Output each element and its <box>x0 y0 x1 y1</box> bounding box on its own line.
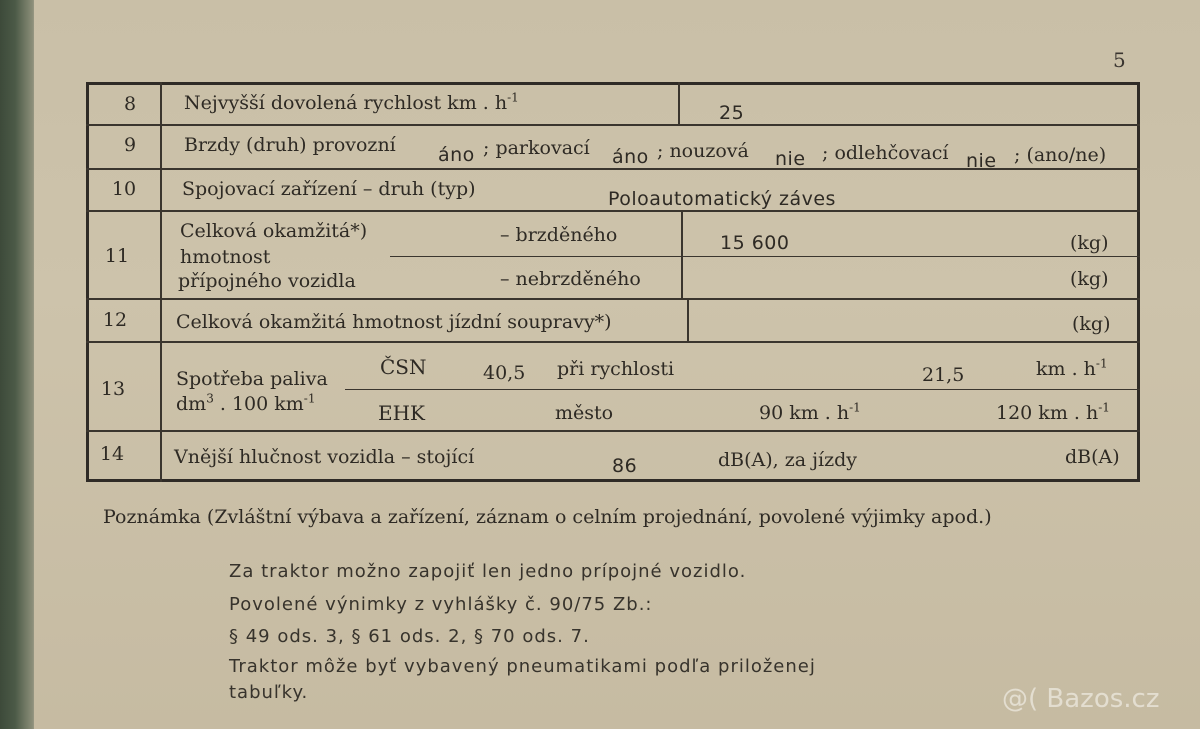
speed-unit <box>1036 358 1108 380</box>
max-speed-label: Nejvyšší dovolená rychlost km . h <box>184 92 508 114</box>
fuel-unit-dm: dm <box>176 393 207 415</box>
unit-superscript: -1 <box>849 400 861 415</box>
watermark: @( Bazos.cz <box>1002 684 1160 714</box>
row-subdivider <box>345 389 1140 390</box>
note-heading: Poznámka (Zvláštní výbava a zařízení, záznam o celním projednání, povolené výjimky apod.) <box>103 506 992 528</box>
row-number: 14 <box>99 443 125 465</box>
trailer-weight-label-1: Celková okamžitá*) <box>180 220 368 242</box>
city-label: město <box>555 402 614 424</box>
row-number: 11 <box>104 245 130 267</box>
row-label <box>184 92 519 114</box>
row-divider <box>86 124 1140 126</box>
value-column-divider <box>681 210 683 298</box>
parking-brake-label: ; parkovací <box>483 137 590 159</box>
trailer-weight-label-2: hmotnost <box>180 246 271 268</box>
weight-unit: (kg) <box>1070 232 1109 254</box>
brakes-label: Brzdy (druh) provozní <box>184 134 396 156</box>
stationary-noise-value: 86 <box>612 455 638 477</box>
speed-120-label <box>996 402 1110 424</box>
row-number: 8 <box>123 93 137 115</box>
row-divider <box>86 430 1140 432</box>
noise-label: Vnější hlučnost vozidla – stojící <box>174 446 475 468</box>
row-divider <box>86 298 1140 300</box>
trailer-weight-label-3: přípojného vozidla <box>178 270 356 292</box>
emergency-brake-label: ; nouzová <box>657 140 749 162</box>
row-divider <box>86 210 1140 212</box>
relief-brake-value: nie <box>966 150 997 172</box>
note-line: Za traktor možno zapojiť len jedno prípojné vozidlo. <box>229 561 747 582</box>
row-number: 9 <box>123 134 137 156</box>
row-divider <box>86 341 1140 343</box>
yes-no-hint: ; (ano/ne) <box>1014 144 1107 166</box>
ehk-label: EHK <box>378 401 425 425</box>
speed-90-label <box>759 402 861 424</box>
fuel-consumption-label: Spotřeba paliva <box>176 368 328 390</box>
emergency-brake-value: nie <box>775 148 806 170</box>
fuel-unit-100km: . 100 km <box>219 393 304 415</box>
fuel-unit-label <box>176 393 316 415</box>
combination-weight-label: Celková okamžitá hmotnost jízdní soupravy*) <box>176 311 612 333</box>
test-speed-value: 21,5 <box>922 364 965 386</box>
unbraked-label: – nebrzděného <box>500 268 641 290</box>
note-line: Traktor môže byť vybavený pneumatikami podľa priloženej <box>229 656 816 677</box>
driving-noise-unit: dB(A) <box>1065 446 1120 468</box>
row-number: 13 <box>100 378 126 400</box>
weight-unit: (kg) <box>1072 313 1111 335</box>
unit-superscript: -1 <box>303 391 316 406</box>
unit-superscript: -1 <box>1095 356 1108 371</box>
coupling-label: Spojovací zařízení – druh (typ) <box>182 178 476 200</box>
row-number: 12 <box>102 309 128 331</box>
service-brake-value: áno <box>438 144 475 166</box>
driving-noise-label: dB(A), za jízdy <box>718 449 858 471</box>
speed-unit-label: km . h <box>1036 358 1096 380</box>
note-line: Povolené výnimky z vyhlášky č. 90/75 Zb.: <box>229 594 653 615</box>
speed-90-text: 90 km . h <box>759 402 850 424</box>
book-spine <box>0 0 38 729</box>
speed-120-text: 120 km . h <box>996 402 1099 424</box>
csn-consumption-value: 40,5 <box>483 362 526 384</box>
row-number: 10 <box>111 178 137 200</box>
unit-superscript: 3 <box>206 391 214 406</box>
braked-weight-value: 15 600 <box>720 232 790 254</box>
relief-brake-label: ; odlehčovací <box>822 142 949 164</box>
parking-brake-value: áno <box>612 146 649 168</box>
note-line: tabuľky. <box>229 682 309 703</box>
row-subdivider <box>390 256 1140 257</box>
page-number: 5 <box>1113 48 1126 72</box>
value-column-divider <box>678 82 680 124</box>
unit-superscript: -1 <box>507 90 519 105</box>
at-speed-label: při rychlosti <box>557 358 675 380</box>
note-line: § 49 ods. 3, § 61 ods. 2, § 70 ods. 7. <box>229 626 590 647</box>
value-column-divider <box>687 298 689 341</box>
weight-unit: (kg) <box>1070 268 1109 290</box>
csn-label: ČSN <box>380 355 427 379</box>
coupling-value: Poloautomatický záves <box>608 188 836 210</box>
braked-label: – brzděného <box>500 224 618 246</box>
unit-superscript: -1 <box>1098 400 1110 415</box>
max-speed-value: 25 <box>719 102 745 124</box>
